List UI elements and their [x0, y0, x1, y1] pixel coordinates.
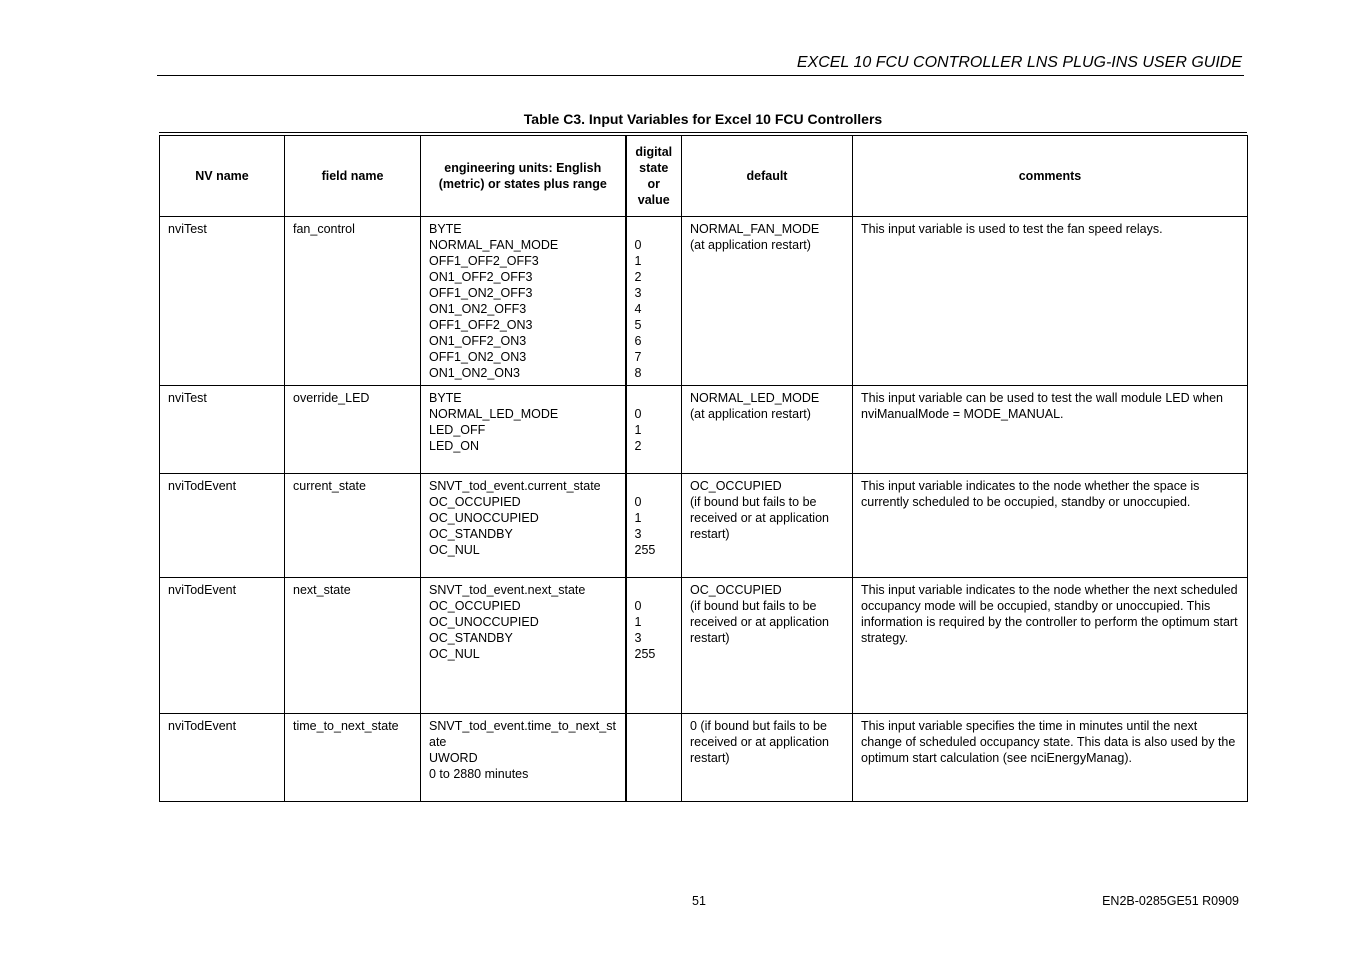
cell-line: This input variable indicates to the node whether the space is currently scheduled to be occupied, standby or unoccupied. — [861, 479, 1200, 509]
cell-line: time_to_next_state — [293, 719, 399, 733]
cell-line: LED_OFF — [429, 423, 486, 437]
field-name-cell — [285, 578, 421, 714]
document-header-title: EXCEL 10 FCU CONTROLLER LNS PLUG-INS USER GUIDE — [796, 54, 1242, 71]
cell-line: UWORD — [429, 751, 478, 765]
cell-line: nviTodEvent — [168, 719, 237, 733]
default-cell — [682, 714, 853, 802]
table-container — [159, 132, 1247, 802]
table-header-row — [160, 136, 1248, 217]
cell-line: 1 — [634, 254, 642, 268]
table-row — [160, 217, 1248, 386]
table-row — [160, 578, 1248, 714]
cell-line: 7 — [634, 350, 642, 364]
cell-line: ON1_ON2_ON3 — [429, 366, 521, 380]
page-number: 51 — [692, 894, 706, 908]
cell-line: 2 — [634, 270, 642, 284]
cell-line: OFF1_OFF2_OFF3 — [429, 254, 539, 268]
engineering-units-cell — [421, 578, 626, 714]
cell-line: 255 — [634, 647, 656, 661]
cell-line: SNVT_tod_event.next_state — [429, 583, 586, 597]
cell-line: (at application restart) — [690, 238, 811, 252]
cell-line — [635, 221, 674, 237]
comments-cell — [853, 474, 1248, 578]
cell-line: 4 — [634, 302, 642, 316]
default-cell — [682, 474, 853, 578]
engineering-units-cell — [421, 474, 626, 578]
cell-line: 5 — [634, 318, 642, 332]
cell-line: current_state — [293, 479, 366, 493]
cell-line: LED_ON — [429, 439, 480, 453]
cell-line: This input variable can be used to test the wall module LED when nviManualMode = MODE_MANUAL. — [861, 391, 1224, 421]
cell-line: 3 — [634, 631, 642, 645]
comments-cell — [853, 386, 1248, 474]
engineering-units-cell — [421, 714, 626, 802]
cell-line: 0 to 2880 minutes — [429, 767, 529, 781]
cell-line: OC_UNOCCUPIED — [429, 615, 539, 629]
cell-line: 1 — [634, 423, 642, 437]
cell-line: 0 — [634, 599, 642, 613]
cell-line: (if bound but fails to be received or at application restart) — [690, 599, 829, 645]
digital-state-cell — [626, 217, 682, 386]
cell-line: nviTest — [168, 391, 207, 405]
column-header-field-name: field name — [285, 136, 421, 217]
cell-line — [635, 478, 674, 494]
field-name-cell — [285, 386, 421, 474]
cell-line: BYTE — [429, 222, 462, 236]
cell-line — [635, 582, 674, 598]
table-caption: Table C3. Input Variables for Excel 10 FCU Controllers — [523, 111, 883, 127]
cell-line: SNVT_tod_event.time_to_next_state — [429, 719, 616, 749]
default-cell — [682, 578, 853, 714]
cell-line: This input variable indicates to the node whether the next scheduled occupancy mode will be occupied, standby or unoccupied. This information is required by the controller to perform the optimum start strategy. — [861, 583, 1238, 645]
cell-line: 8 — [634, 366, 642, 380]
cell-line: 3 — [634, 286, 642, 300]
cell-line: NORMAL_LED_MODE — [429, 407, 559, 421]
cell-line: OC_STANDBY — [429, 631, 513, 645]
cell-line: (if bound but fails to be received or at application restart) — [690, 495, 829, 541]
digital-state-cell — [626, 578, 682, 714]
cell-line: nviTodEvent — [168, 479, 237, 493]
cell-line: 0 — [634, 238, 642, 252]
comments-cell — [853, 714, 1248, 802]
cell-line: NORMAL_FAN_MODE — [429, 238, 559, 252]
cell-line: (at application restart) — [690, 407, 811, 421]
cell-line: override_LED — [293, 391, 370, 405]
cell-line: ON1_OFF2_ON3 — [429, 334, 527, 348]
cell-line: BYTE — [429, 391, 462, 405]
cell-line: 0 — [634, 407, 642, 421]
cell-line: 1 — [634, 511, 642, 525]
digital-state-cell — [626, 714, 682, 802]
digital-state-cell — [626, 386, 682, 474]
nv-name-cell — [160, 474, 285, 578]
cell-line: OC_NUL — [429, 647, 480, 661]
cell-line: OC_OCCUPIED — [690, 479, 782, 493]
cell-line: OFF1_ON2_OFF3 — [429, 286, 533, 300]
default-cell — [682, 386, 853, 474]
cell-line: 2 — [634, 439, 642, 453]
column-header-comments: comments — [853, 136, 1248, 217]
cell-line: 1 — [634, 615, 642, 629]
cell-line: nviTest — [168, 222, 207, 236]
cell-line: 255 — [634, 543, 656, 557]
comments-cell — [853, 217, 1248, 386]
table-row — [160, 386, 1248, 474]
nv-name-cell — [160, 714, 285, 802]
table-row — [160, 474, 1248, 578]
cell-line: ON1_ON2_OFF3 — [429, 302, 527, 316]
cell-line: 0 (if bound but fails to be received or at application restart) — [690, 719, 829, 765]
cell-line: 0 — [634, 495, 642, 509]
column-header-nv-name: NV name — [160, 136, 285, 217]
input-variables-table — [159, 135, 1248, 802]
cell-line: This input variable is used to test the fan speed relays. — [861, 222, 1163, 236]
engineering-units-cell — [421, 217, 626, 386]
cell-line — [635, 390, 674, 406]
field-name-cell — [285, 474, 421, 578]
nv-name-cell — [160, 578, 285, 714]
field-name-cell — [285, 217, 421, 386]
table-row — [160, 714, 1248, 802]
cell-line: OFF1_ON2_ON3 — [429, 350, 527, 364]
nv-name-cell — [160, 217, 285, 386]
cell-line: ON1_OFF2_OFF3 — [429, 270, 533, 284]
cell-line: OC_UNOCCUPIED — [429, 511, 539, 525]
table-body — [160, 217, 1248, 802]
cell-line: OC_STANDBY — [429, 527, 513, 541]
header-rule — [157, 75, 1244, 76]
cell-line: 6 — [634, 334, 642, 348]
cell-line: OC_OCCUPIED — [429, 495, 521, 509]
cell-line: This input variable specifies the time in minutes until the next change of scheduled occupancy state. This data is also used by the optimum start calculation (see nciEnergyManag). — [861, 719, 1236, 765]
default-cell — [682, 217, 853, 386]
field-name-cell — [285, 714, 421, 802]
cell-line: SNVT_tod_event.current_state — [429, 479, 601, 493]
cell-line: OC_OCCUPIED — [429, 599, 521, 613]
nv-name-cell — [160, 386, 285, 474]
cell-line: OC_NUL — [429, 543, 480, 557]
cell-line: OFF1_OFF2_ON3 — [429, 318, 533, 332]
cell-line: next_state — [293, 583, 351, 597]
cell-line: OC_OCCUPIED — [690, 583, 782, 597]
cell-line: NORMAL_LED_MODE — [690, 391, 820, 405]
cell-line: nviTodEvent — [168, 583, 237, 597]
cell-line: fan_control — [293, 222, 355, 236]
cell-line: 3 — [634, 527, 642, 541]
column-header-default: default — [682, 136, 853, 217]
comments-cell — [853, 578, 1248, 714]
column-header-digital-state: digital state or value — [626, 136, 682, 217]
cell-line: NORMAL_FAN_MODE — [690, 222, 820, 236]
digital-state-cell — [626, 474, 682, 578]
engineering-units-cell — [421, 386, 626, 474]
column-header-engineering-units: engineering units: English (metric) or states plus range — [421, 136, 626, 217]
document-code: EN2B-0285GE51 R0909 — [1102, 894, 1239, 908]
